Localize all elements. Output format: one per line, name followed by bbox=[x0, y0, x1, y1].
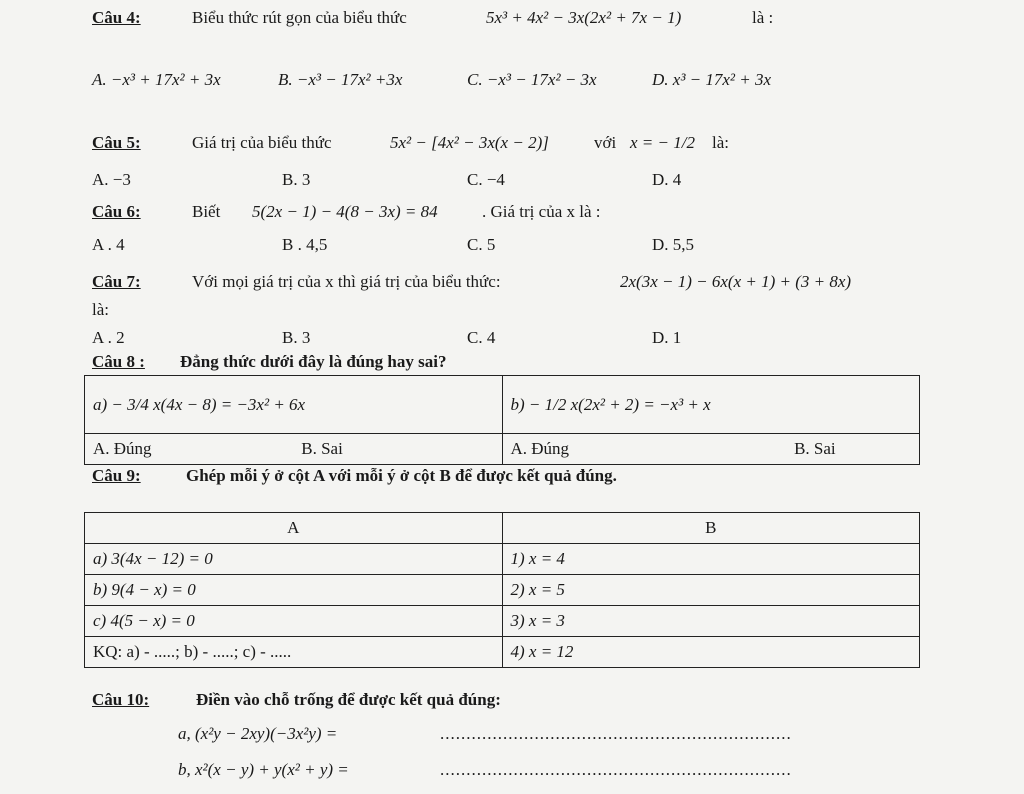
q9-row-b: 2) x = 5 bbox=[502, 575, 920, 606]
q6-text: Biết bbox=[192, 202, 221, 221]
q9-column-b-header: B bbox=[502, 513, 920, 544]
q8-label: Câu 8 : bbox=[92, 352, 145, 371]
q5-expression: 5x² − [4x² − 3x(x − 2)] bbox=[390, 133, 549, 152]
q8-answer-b-true: A. Đúng bbox=[502, 434, 711, 465]
q7-option-d: D. 1 bbox=[652, 328, 682, 347]
q8-table bbox=[84, 375, 920, 465]
q10-item-b: b, x²(x − y) + y(x² + y) = bbox=[178, 760, 349, 779]
q9-row-b: 4) x = 12 bbox=[502, 637, 920, 668]
q10-label: Câu 10: bbox=[92, 690, 150, 709]
q8-answer-a-true: A. Đúng bbox=[85, 434, 294, 465]
q9-row-a: b) 9(4 − x) = 0 bbox=[85, 575, 503, 606]
q4-option-c: C. −x³ − 17x² − 3x bbox=[467, 70, 597, 89]
q8-text: Đẳng thức dưới đây là đúng hay sai? bbox=[180, 352, 447, 371]
q7-label: Câu 7: bbox=[92, 272, 141, 291]
q10-blank-b[interactable]: ................................................................... bbox=[440, 760, 792, 779]
q6-option-b: B . 4,5 bbox=[282, 235, 328, 254]
q5-label: Câu 5: bbox=[92, 133, 141, 152]
q7-text: Với mọi giá trị của x thì giá trị của biểu thức: bbox=[192, 272, 501, 291]
q5-option-d: D. 4 bbox=[652, 170, 682, 189]
q9-row-a: c) 4(5 − x) = 0 bbox=[85, 606, 503, 637]
q6-tail: . Giá trị của x là : bbox=[482, 202, 601, 221]
q9-result-line: KQ: a) - .....; b) - .....; c) - ..... bbox=[85, 637, 503, 668]
q9-row-b: 3) x = 3 bbox=[502, 606, 920, 637]
q8-answer-a-false: B. Sai bbox=[293, 434, 502, 465]
q4-text: Biểu thức rút gọn của biểu thức bbox=[192, 8, 407, 27]
q8-answer-b-false: B. Sai bbox=[711, 434, 920, 465]
q5-condition: x = − 1/2 bbox=[630, 133, 695, 152]
q10-blank-a[interactable]: ................................................................... bbox=[440, 724, 792, 743]
q4-tail: là : bbox=[752, 8, 774, 27]
q8-statement-b: b) − 1/2 x(2x² + 2) = −x³ + x bbox=[502, 376, 920, 434]
q5-option-b: B. 3 bbox=[282, 170, 311, 189]
q7-tail: là: bbox=[92, 300, 109, 319]
q4-option-a: A. −x³ + 17x² + 3x bbox=[92, 70, 221, 89]
q5-with: với bbox=[594, 133, 617, 152]
q5-option-c: C. −4 bbox=[467, 170, 505, 189]
q7-expression: 2x(3x − 1) − 6x(x + 1) + (3 + 8x) bbox=[620, 272, 852, 291]
q6-expression: 5(2x − 1) − 4(8 − 3x) = 84 bbox=[252, 202, 438, 221]
q9-table bbox=[84, 512, 920, 668]
q9-label: Câu 9: bbox=[92, 466, 141, 485]
q6-label: Câu 6: bbox=[92, 202, 141, 221]
q7-option-b: B. 3 bbox=[282, 328, 311, 347]
q5-tail: là: bbox=[712, 133, 729, 152]
q10-text: Điền vào chỗ trống để được kết quả đúng: bbox=[196, 690, 501, 709]
q4-expression: 5x³ + 4x² − 3x(2x² + 7x − 1) bbox=[486, 8, 682, 27]
q9-row-b: 1) x = 4 bbox=[502, 544, 920, 575]
q9-row-a: a) 3(4x − 12) = 0 bbox=[85, 544, 503, 575]
q7-option-c: C. 4 bbox=[467, 328, 496, 347]
q4-option-d: D. x³ − 17x² + 3x bbox=[652, 70, 772, 89]
q6-option-c: C. 5 bbox=[467, 235, 496, 254]
q7-option-a: A . 2 bbox=[92, 328, 125, 347]
q6-option-a: A . 4 bbox=[92, 235, 125, 254]
q10-item-a: a, (x²y − 2xy)(−3x²y) = bbox=[178, 724, 338, 743]
q9-column-a-header: A bbox=[85, 513, 503, 544]
q4-label: Câu 4: bbox=[92, 8, 141, 27]
q5-text: Giá trị của biểu thức bbox=[192, 133, 332, 152]
q5-option-a: A. −3 bbox=[92, 170, 131, 189]
q4-option-b: B. −x³ − 17x² +3x bbox=[278, 70, 403, 89]
q9-text: Ghép mỗi ý ở cột A với mỗi ý ở cột B để được kết quả đúng. bbox=[186, 466, 617, 485]
q6-option-d: D. 5,5 bbox=[652, 235, 695, 254]
q8-statement-a: a) − 3/4 x(4x − 8) = −3x² + 6x bbox=[85, 376, 503, 434]
